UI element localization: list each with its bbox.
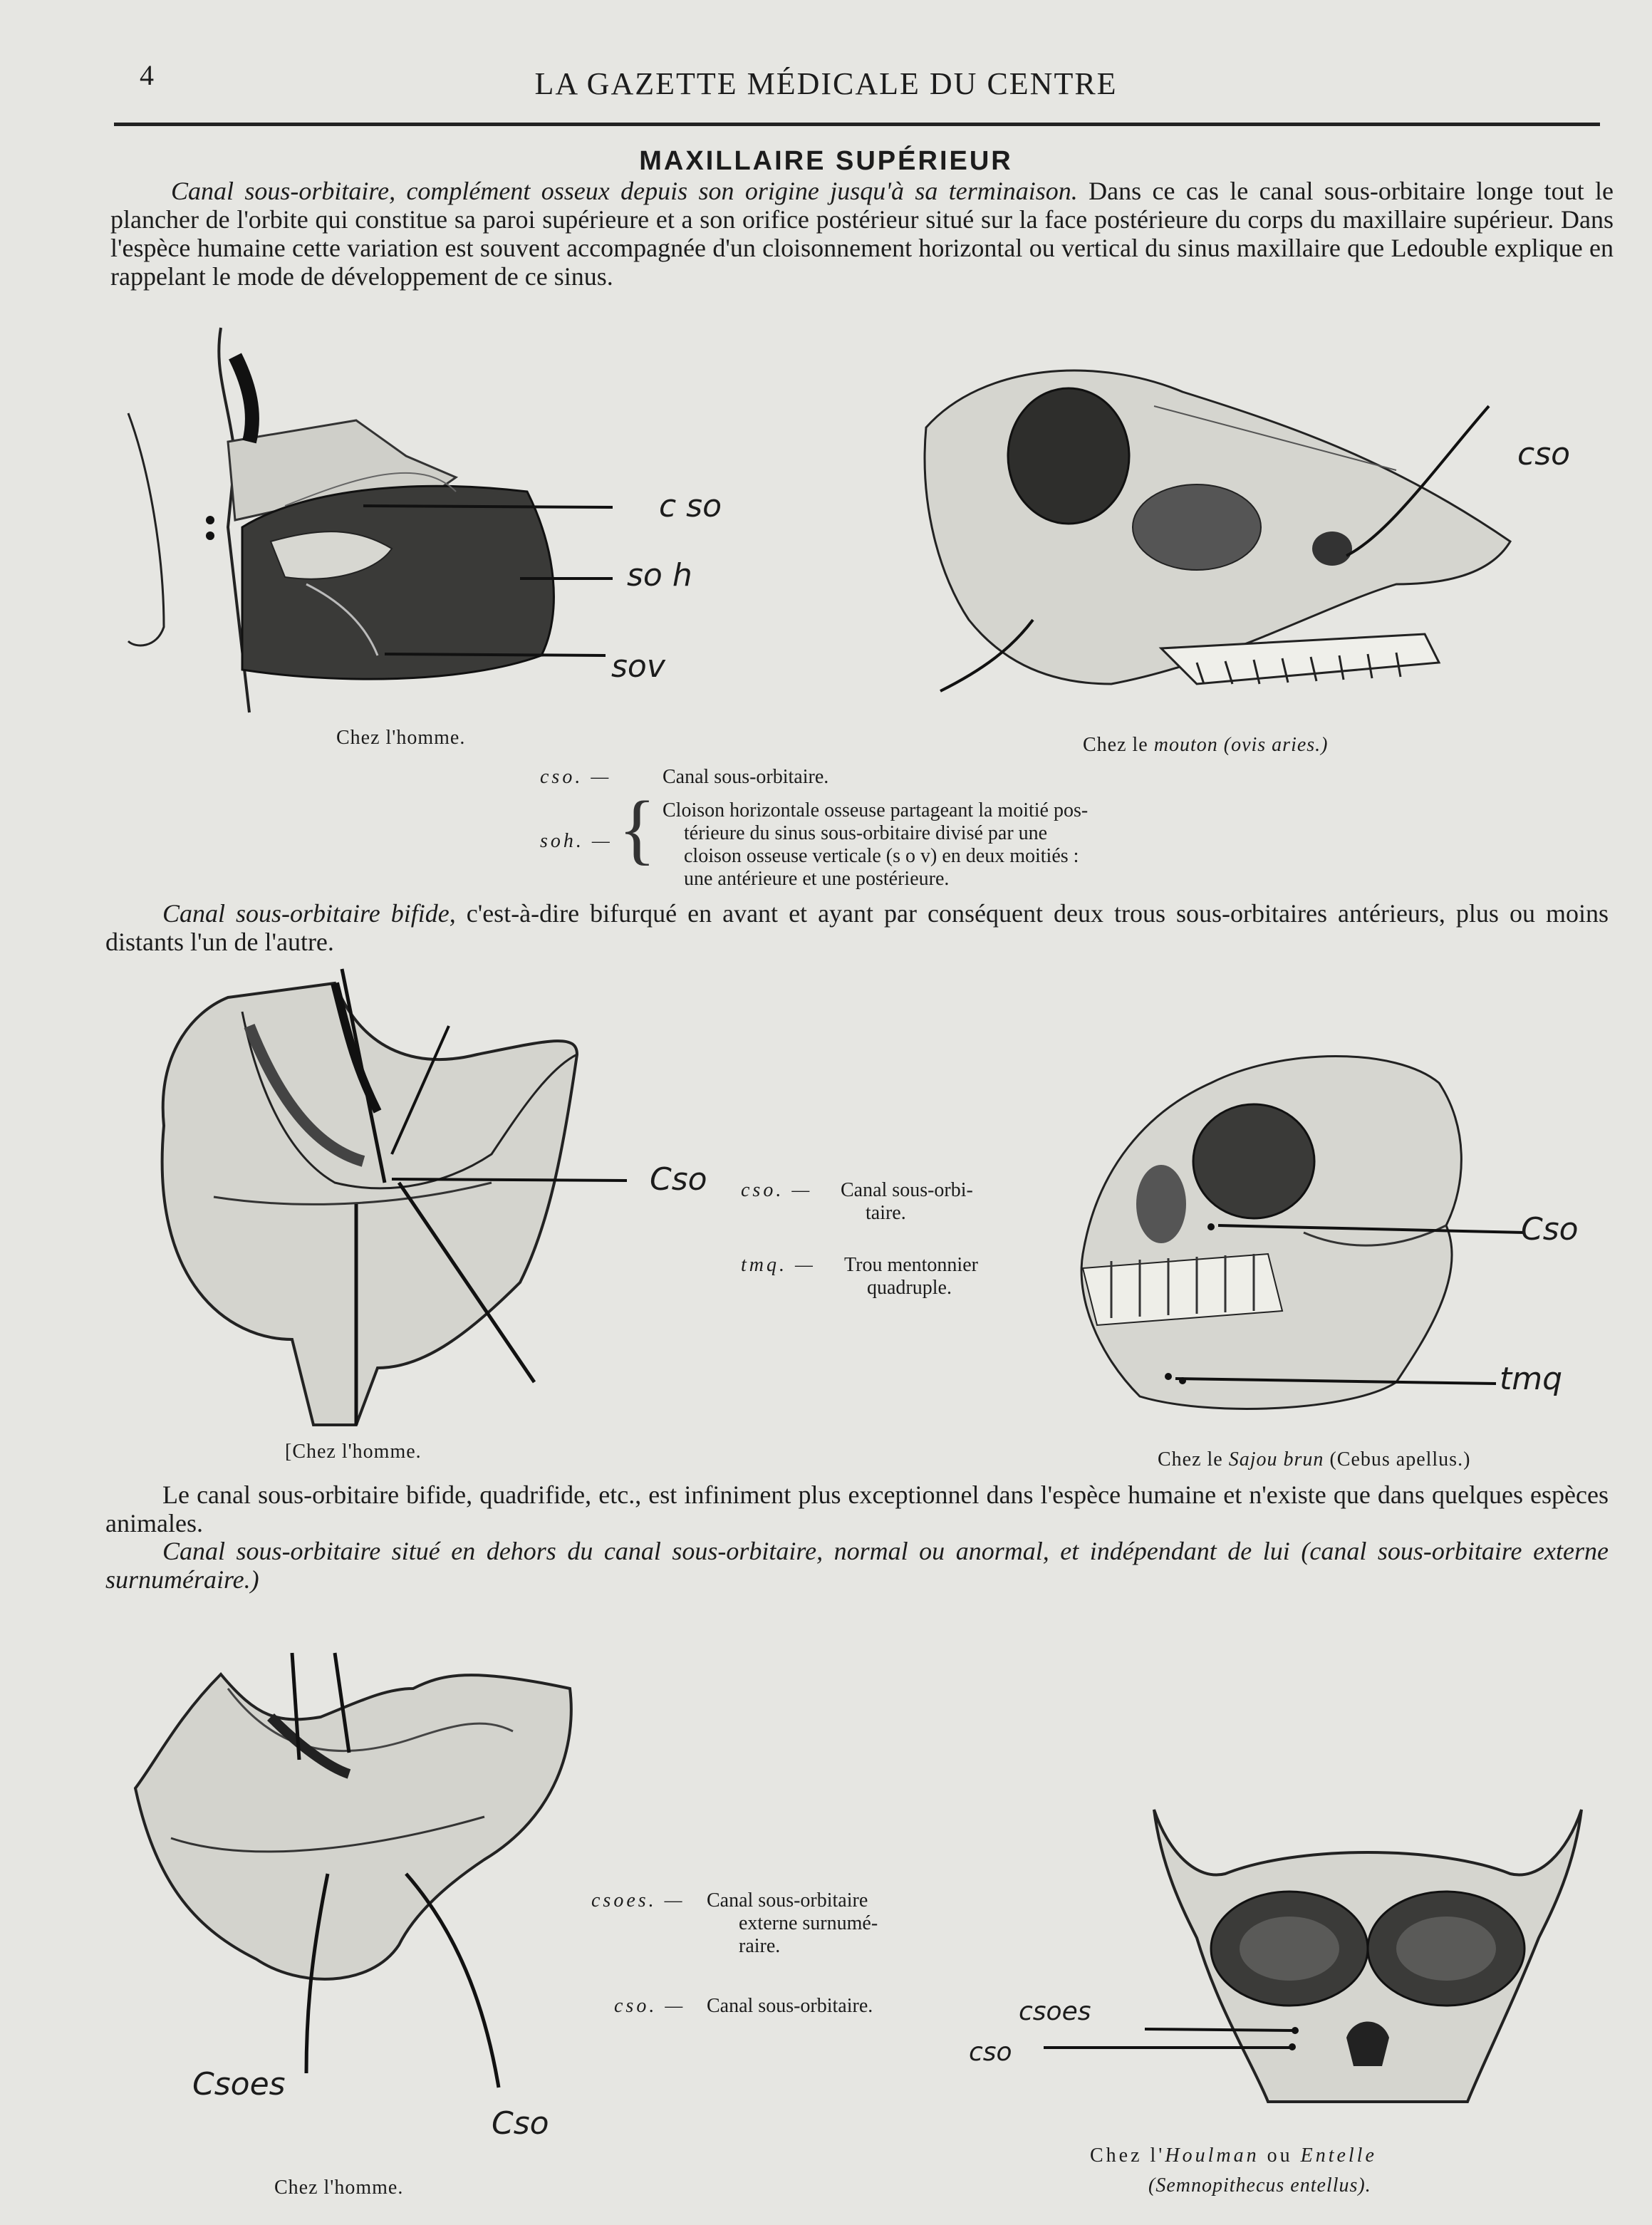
label-cso-sheep: cso: [1517, 436, 1571, 472]
paragraph-italic: Canal sous-orbitaire, complément osseux depuis son origine jusqu'à sa terminaison.: [171, 177, 1078, 205]
legend-line: térieure du sinus sous-orbitaire divisé par une: [684, 822, 1048, 844]
caption-prefix: Chez le: [1158, 1448, 1229, 1471]
caption-prefix: Chez l': [1090, 2144, 1165, 2167]
legend-cso-abbr: [614, 1995, 685, 2018]
label-sov: sov: [611, 648, 665, 685]
caption-human-2: [Chez l'homme.: [285, 1441, 422, 1463]
legend-cso-abbr: [540, 766, 611, 789]
legend-csoes-text: [707, 1889, 878, 1958]
legend-line: externe surnumé-: [739, 1912, 878, 1934]
brace: {: [618, 785, 656, 872]
legend-line: Cloison horizontale osseuse partageant la moitié pos-: [663, 799, 1089, 821]
figure-human-maxilla-external: [114, 1660, 598, 2159]
figure-langur-skull: [1140, 1810, 1596, 2109]
paragraph-text: (canal sous-orbitaire externe surnuméraire.): [105, 1537, 1609, 1594]
caption-mid: ou: [1259, 2144, 1301, 2167]
paragraph-text: c'est-à-dire bifurqué en avant et ayant par conséquent deux trous sous-orbitaires antérieurs, plus ou moins distants l'un de l'autre.: [105, 899, 1609, 956]
abbr: cso. —: [741, 1179, 813, 1201]
label-cso-capuchin: Cso: [1521, 1211, 1579, 1248]
label-cso-bifid: Cso: [650, 1161, 707, 1198]
legend-cso-text: Canal sous-orbitaire.: [707, 1995, 873, 2017]
section-title: MAXILLAIRE SUPÉRIEUR: [639, 146, 1013, 176]
header-rule: [114, 123, 1600, 126]
legend-csoes-abbr: [591, 1889, 685, 1912]
caption-italic: Houlman: [1165, 2144, 1259, 2167]
legend-cso-text: Canal sous-orbitaire.: [663, 766, 829, 788]
caption-rest: (ovis aries.): [1217, 734, 1329, 756]
label-csoes-langur: csoes: [1019, 1997, 1091, 2026]
abbr: cso. —: [540, 766, 612, 788]
legend-line: Trou mentonnier: [844, 1254, 978, 1276]
label-tmq: tmq: [1500, 1361, 1563, 1397]
caption-human-1: Chez l'homme.: [336, 727, 466, 749]
paragraph-canal-complement: [110, 177, 1614, 291]
caption-italic: mouton: [1153, 734, 1218, 756]
abbr: cso. —: [614, 1995, 686, 2017]
figure-sheep-skull: [898, 349, 1524, 720]
abbr: tmq. —: [741, 1254, 816, 1276]
caption-langur-line1: [1090, 2144, 1377, 2167]
legend-line: raire.: [739, 1935, 781, 1957]
journal-title: LA GAZETTE MÉDICALE DU CENTRE: [534, 66, 1118, 101]
legend-soh-abbr: [540, 830, 613, 853]
caption-italic-2: Entelle: [1300, 2144, 1377, 2167]
legend-soh-text: [663, 799, 1225, 891]
caption-capuchin: [1158, 1448, 1470, 1471]
label-cso-langur: cso: [969, 2038, 1012, 2067]
page-number: 4: [140, 59, 154, 91]
paragraph-bifide-exception: Le canal sous-orbitaire bifide, quadrifide, etc., est infiniment plus exceptionnel dans l'espèce humaine et n'existe que dans quelques espèces animales.: [105, 1480, 1609, 1537]
legend-tmq-text: [844, 1254, 978, 1300]
legend-cso-abbr: [741, 1179, 812, 1202]
paragraph-canal-externe: [105, 1537, 1609, 1594]
paragraph-text: Dans ce cas le canal sous-orbitaire longe tout le plancher de l'orbite qui constitue sa paroi supérieure et a son orifice postérieur situé sur la face postérieure du corps du maxillaire supérieur. Dans l'espèce humaine cette variation est souvent accompagnée d'un cloisonnement horizontal ou vertical du sinus maxillaire que Ledouble explique en rappelant le mode de développement de ce sinus.: [110, 177, 1614, 291]
legend-line: Canal sous-orbi-: [841, 1179, 973, 1201]
legend-line: taire.: [866, 1202, 906, 1224]
legend-line: Canal sous-orbitaire: [707, 1889, 868, 1912]
legend-line: quadruple.: [867, 1277, 952, 1299]
caption-rest: (Cebus apellus.): [1324, 1448, 1471, 1471]
abbr: soh. —: [540, 830, 613, 852]
paragraph-italic: Canal sous-orbitaire bifide,: [162, 899, 456, 928]
caption-prefix: Chez le: [1083, 734, 1154, 756]
caption-italic: Sajou brun: [1228, 1448, 1324, 1471]
paragraph-canal-bifide: [105, 899, 1609, 956]
abbr: csoes. —: [591, 1889, 685, 1912]
caption-langur-line2: (Semnopithecus entellus).: [1148, 2174, 1371, 2197]
label-csoes: Csoes: [192, 2066, 286, 2102]
figure-human-maxilla-bifid: [121, 969, 705, 1432]
legend-line: une antérieure et une postérieure.: [684, 868, 950, 890]
legend-cso-text: [841, 1179, 973, 1225]
label-soh: so h: [627, 557, 692, 593]
label-cso: c so: [659, 488, 722, 524]
caption-human-3: Chez l'homme.: [274, 2177, 404, 2199]
paragraph-italic: Canal sous-orbitaire situé en dehors du canal sous-orbitaire, normal ou anormal, et indépendant de lui: [162, 1537, 1290, 1565]
legend-line: cloison osseuse verticale (s o v) en deux moitiés :: [684, 845, 1079, 867]
label-cso-external: Cso: [492, 2105, 549, 2142]
legend-tmq-abbr: [741, 1254, 816, 1277]
caption-sheep: [1083, 734, 1329, 757]
